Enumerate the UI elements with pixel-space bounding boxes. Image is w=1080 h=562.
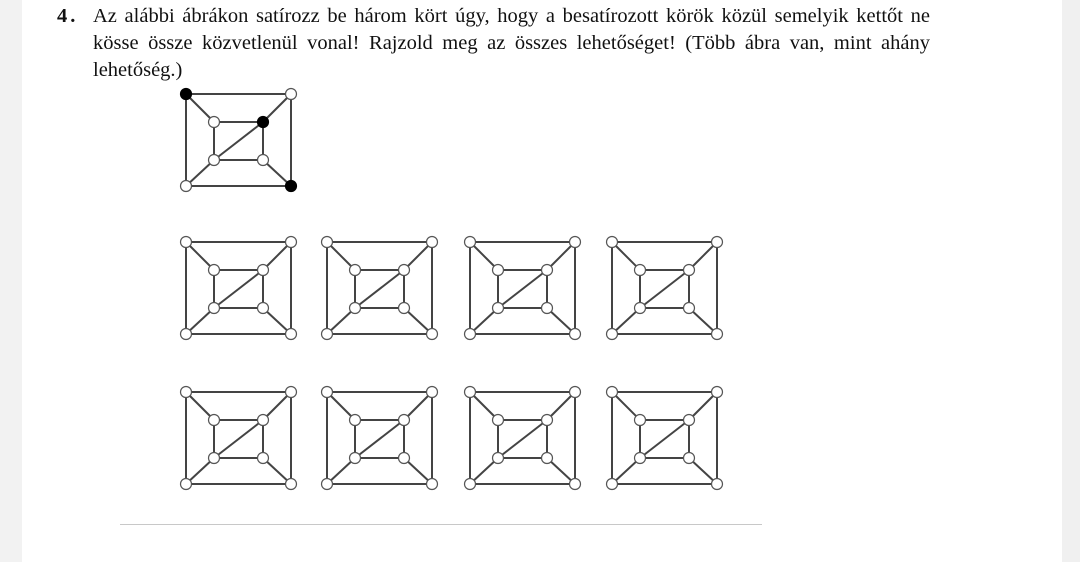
graph-edge <box>640 270 689 308</box>
graph-node-inner-top-left[interactable] <box>493 415 504 426</box>
graph-node-outer-bottom-left[interactable] <box>607 329 618 340</box>
blank-figure-3[interactable] <box>465 237 581 340</box>
divider-line <box>120 524 762 525</box>
graph-node-inner-top-right[interactable] <box>684 415 695 426</box>
graph-node-outer-bottom-right[interactable] <box>286 181 297 192</box>
blank-figure-8[interactable] <box>607 387 723 490</box>
graph-node-inner-top-left[interactable] <box>493 265 504 276</box>
graph-node-outer-top-right[interactable] <box>570 237 581 248</box>
graph-node-inner-bottom-right[interactable] <box>399 453 410 464</box>
problem-number: 4. <box>57 5 79 27</box>
graph-node-inner-bottom-left[interactable] <box>493 453 504 464</box>
graph-edge <box>214 420 263 458</box>
graph-node-inner-bottom-right[interactable] <box>684 453 695 464</box>
graph-edge <box>640 420 689 458</box>
blank-figure-7[interactable] <box>465 387 581 490</box>
graph-node-outer-top-left[interactable] <box>607 387 618 398</box>
graph-node-outer-top-left[interactable] <box>181 387 192 398</box>
graph-edge <box>214 122 263 160</box>
graph-node-inner-top-left[interactable] <box>635 265 646 276</box>
graph-node-inner-bottom-left[interactable] <box>350 303 361 314</box>
graph-edge <box>355 270 404 308</box>
graph-node-outer-bottom-right[interactable] <box>427 479 438 490</box>
graph-node-inner-bottom-left[interactable] <box>350 453 361 464</box>
graph-node-outer-bottom-left[interactable] <box>465 329 476 340</box>
graph-node-outer-top-right[interactable] <box>286 237 297 248</box>
problem-text: Az alábbi ábrákon satírozz be három kört úgy, hogy a besatírozott körök közül semelyik kettőt ne kösse össze közvetlenül vonal! Rajzold meg az összes lehetőséget! (Több ábra van, mint ahány lehetőség.) <box>93 5 930 81</box>
graph-node-inner-bottom-right[interactable] <box>258 303 269 314</box>
graph-node-inner-top-right[interactable] <box>399 415 410 426</box>
graph-node-outer-top-left[interactable] <box>465 237 476 248</box>
graph-node-outer-bottom-left[interactable] <box>322 479 333 490</box>
graph-node-outer-top-left[interactable] <box>322 237 333 248</box>
graph-node-inner-top-right[interactable] <box>258 415 269 426</box>
graph-node-outer-top-right[interactable] <box>286 387 297 398</box>
graph-node-outer-top-left[interactable] <box>181 89 192 100</box>
graph-node-outer-bottom-left[interactable] <box>465 479 476 490</box>
graph-edge <box>355 420 404 458</box>
blank-figure-6[interactable] <box>322 387 438 490</box>
graph-node-outer-top-right[interactable] <box>570 387 581 398</box>
graph-node-outer-bottom-right[interactable] <box>570 479 581 490</box>
graph-node-inner-bottom-left[interactable] <box>209 453 220 464</box>
graph-edge <box>498 420 547 458</box>
graph-node-inner-top-right[interactable] <box>684 265 695 276</box>
graph-node-outer-bottom-right[interactable] <box>570 329 581 340</box>
graph-node-outer-top-right[interactable] <box>427 387 438 398</box>
blank-figure-2[interactable] <box>322 237 438 340</box>
graph-node-inner-bottom-right[interactable] <box>684 303 695 314</box>
graph-node-inner-bottom-right[interactable] <box>399 303 410 314</box>
graph-node-inner-bottom-left[interactable] <box>635 453 646 464</box>
blank-figure-5[interactable] <box>181 387 297 490</box>
graph-node-outer-top-right[interactable] <box>286 89 297 100</box>
graph-node-outer-bottom-left[interactable] <box>181 329 192 340</box>
blank-figure-1[interactable] <box>181 237 297 340</box>
graph-node-outer-bottom-left[interactable] <box>607 479 618 490</box>
graph-node-inner-top-left[interactable] <box>209 415 220 426</box>
example-figure[interactable] <box>181 89 297 192</box>
graph-node-outer-bottom-right[interactable] <box>712 479 723 490</box>
graph-node-outer-top-right[interactable] <box>427 237 438 248</box>
graph-node-outer-bottom-left[interactable] <box>181 479 192 490</box>
graph-node-outer-top-left[interactable] <box>322 387 333 398</box>
graph-node-inner-top-left[interactable] <box>209 265 220 276</box>
blank-figure-4[interactable] <box>607 237 723 340</box>
graph-node-inner-bottom-right[interactable] <box>258 453 269 464</box>
graph-node-outer-bottom-right[interactable] <box>286 479 297 490</box>
graph-node-inner-bottom-left[interactable] <box>493 303 504 314</box>
graph-node-outer-top-right[interactable] <box>712 387 723 398</box>
graph-node-inner-top-right[interactable] <box>258 117 269 128</box>
graph-node-inner-top-right[interactable] <box>542 415 553 426</box>
graph-node-inner-top-right[interactable] <box>399 265 410 276</box>
graph-node-outer-bottom-right[interactable] <box>286 329 297 340</box>
graph-node-inner-top-left[interactable] <box>209 117 220 128</box>
graph-node-inner-bottom-right[interactable] <box>258 155 269 166</box>
graph-node-inner-bottom-right[interactable] <box>542 303 553 314</box>
graph-node-inner-top-right[interactable] <box>542 265 553 276</box>
graph-node-outer-top-left[interactable] <box>465 387 476 398</box>
graph-node-inner-bottom-left[interactable] <box>635 303 646 314</box>
graph-node-outer-top-right[interactable] <box>712 237 723 248</box>
graph-edge <box>498 270 547 308</box>
graph-node-outer-bottom-right[interactable] <box>427 329 438 340</box>
graph-node-outer-bottom-left[interactable] <box>322 329 333 340</box>
graph-node-inner-top-left[interactable] <box>350 415 361 426</box>
graph-edge <box>214 270 263 308</box>
graph-node-inner-top-left[interactable] <box>635 415 646 426</box>
graph-node-outer-bottom-right[interactable] <box>712 329 723 340</box>
graph-node-inner-top-left[interactable] <box>350 265 361 276</box>
graph-node-outer-top-left[interactable] <box>181 237 192 248</box>
graph-node-inner-bottom-right[interactable] <box>542 453 553 464</box>
graph-node-inner-top-right[interactable] <box>258 265 269 276</box>
graph-node-inner-bottom-left[interactable] <box>209 303 220 314</box>
graph-node-outer-top-left[interactable] <box>607 237 618 248</box>
graph-node-inner-bottom-left[interactable] <box>209 155 220 166</box>
graph-node-outer-bottom-left[interactable] <box>181 181 192 192</box>
